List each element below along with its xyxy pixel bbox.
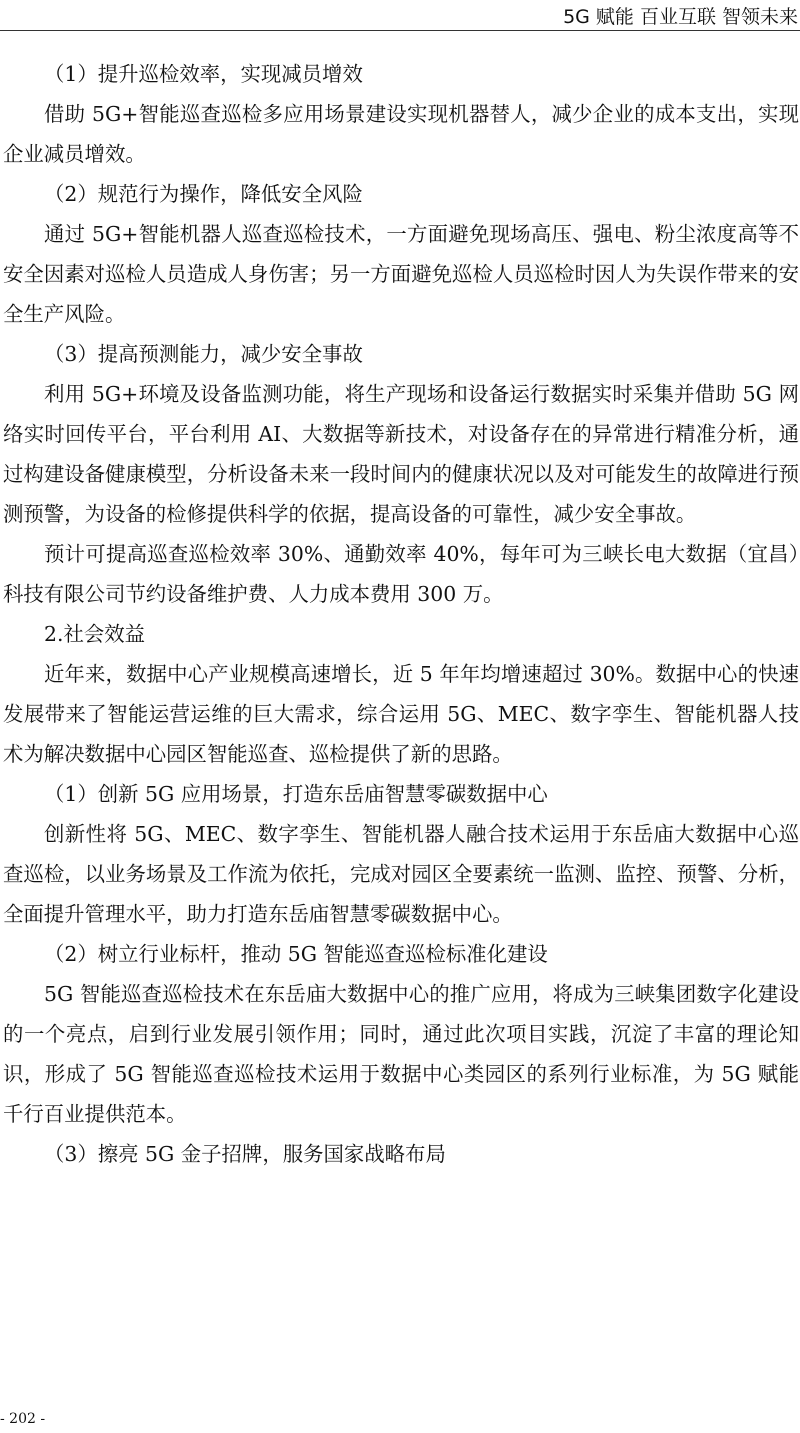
paragraph-benchmark: 5G 智能巡查巡检技术在东岳庙大数据中心的推广应用，将成为三峡集团数字化建设的一个亮点，启到行业发展引领作用；同时，通过此次项目实践，沉淀了丰富的理论知识，形成了 5G 智能巡查巡检技术运用于数据中心类园区的系列行业标准，为 5G 赋能千行百业提供范本。 xyxy=(3,982,799,1126)
page-header xyxy=(0,0,800,31)
paragraph-estimate: 预计可提高巡查巡检效率 30%、通勤效率 40%，每年可为三峡长电大数据（宜昌）科技有限公司节约设备维护费、人力成本费用 300 万。 xyxy=(3,542,799,606)
paragraph-safety: 通过 5G+智能机器人巡查巡检技术，一方面避免现场高压、强电、粉尘浓度高等不安全因素对巡检人员造成人身伤害；另一方面避免巡检人员巡检时因人为失误作带来的安全生产风险。 xyxy=(3,222,799,326)
header-title: 5G 赋能 百业互联 智领未来 xyxy=(563,6,798,28)
paragraph-data-center-growth: 近年来，数据中心产业规模高速增长，近 5 年年均增速超过 30%。数据中心的快速发展带来了智能运营运维的巨大需求，综合运用 5G、MEC、数字孪生、智能机器人技术为解决数据中心园区智能巡查、巡检提供了新的思路。 xyxy=(3,662,799,766)
document-body xyxy=(3,54,799,1174)
heading-national-strategy: （3）擦亮 5G 金子招牌，服务国家战略布局 xyxy=(44,1142,446,1166)
heading-improve-efficiency: （1）提升巡检效率，实现减员增效 xyxy=(44,62,363,86)
paragraph-innovation: 创新性将 5G、MEC、数字孪生、智能机器人融合技术运用于东岳庙大数据中心巡查巡检，以业务场景及工作流为依托，完成对园区全要素统一监测、监控、预警、分析，全面提升管理水平，助力打造东岳庙智慧零碳数据中心。 xyxy=(3,822,799,926)
paragraph-monitoring: 利用 5G+环境及设备监测功能，将生产现场和设备运行数据实时采集并借助 5G 网络实时回传平台，平台利用 AI、大数据等新技术，对设备存在的异常进行精准分析，通过构建设备健康模型，分析设备未来一段时间内的健康状况以及对可能发生的故障进行预测预警，为设备的检修提供科学的依据，提高设备的可靠性，减少安全事故。 xyxy=(3,382,799,526)
page-number: - 202 - xyxy=(0,1411,46,1427)
heading-innovation: （1）创新 5G 应用场景，打造东岳庙智慧零碳数据中心 xyxy=(44,782,548,806)
heading-benchmark: （2）树立行业标杆，推动 5G 智能巡查巡检标准化建设 xyxy=(44,942,548,966)
heading-reduce-risk: （2）规范行为操作，降低安全风险 xyxy=(44,182,363,206)
heading-social-benefit: 2.社会效益 xyxy=(44,622,146,646)
heading-prediction: （3）提高预测能力，减少安全事故 xyxy=(44,342,363,366)
paragraph-cost-reduction: 借助 5G+智能巡查巡检多应用场景建设实现机器替人，减少企业的成本支出，实现企业减员增效。 xyxy=(3,102,799,166)
